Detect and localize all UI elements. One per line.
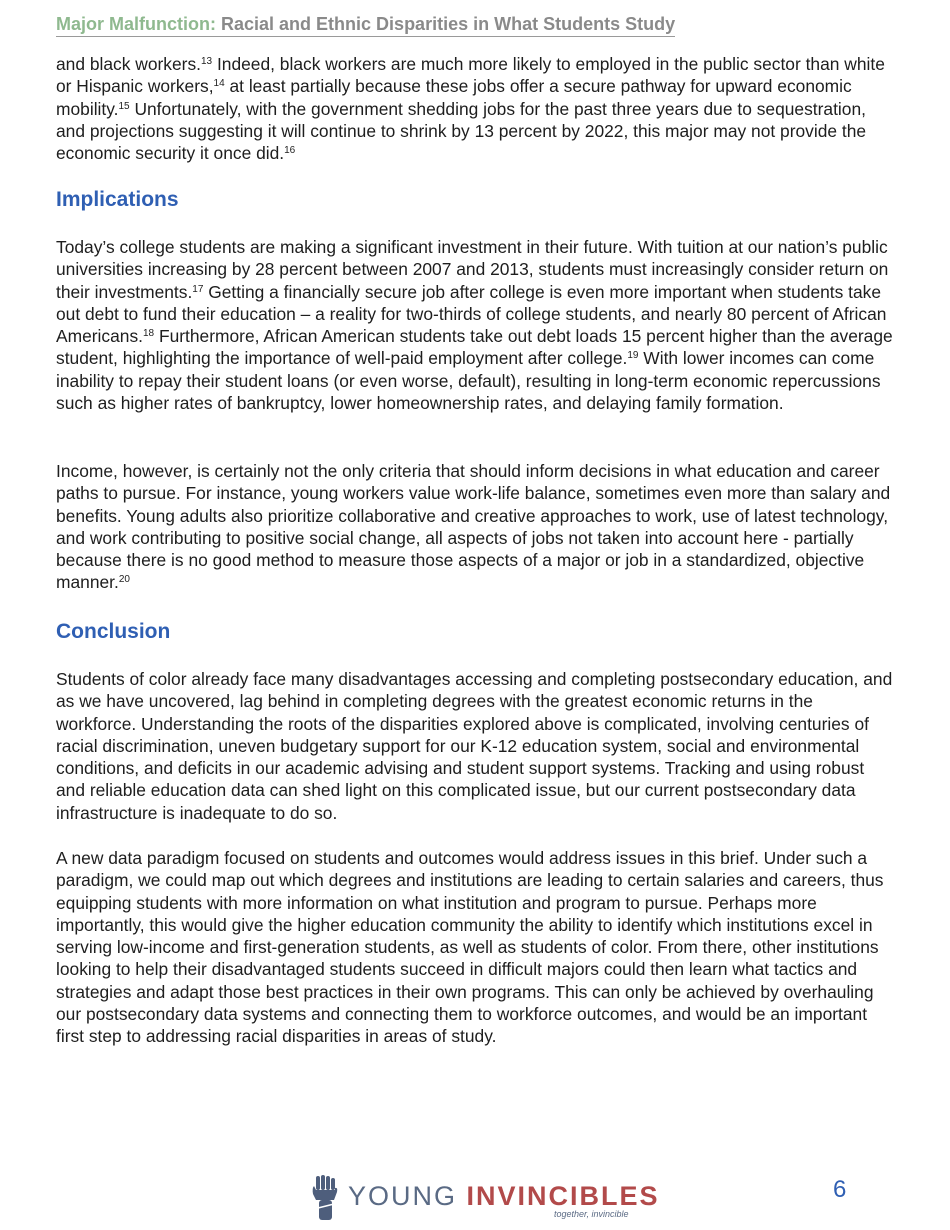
footnote-ref: 13 — [200, 56, 213, 67]
implications-paragraph-2: Income, however, is certainly not the only criteria that should inform decisions in what education and career paths to pursue. For instance, young workers value work-life balance, sometimes even more than salary and benefits. Young adults also prioritize collaborative and creative approaches to work, use of latest technology, and work contributing to positive social change, all aspects of jobs not taken into account here - partially because there is no good method to measure those aspects of a major or job in a standardized, objective manner.$^{20}$ — [56, 461, 891, 593]
footnote-ref: 20 — [118, 574, 130, 586]
footnote-ref: 15 — [118, 100, 130, 112]
conclusion-paragraph-1: Students of color already face many disadvantages accessing and completing postsecondary education, and as we have uncovered, lag behind in completing degrees with the greatest economic returns in the workforce. Understanding the roots of the disparities explored above is complicated, involving centuries of racial discrimination, uneven budgetary support for our K-12 education system, social and environmental conditions, and deficits in our academic advising and student support systems. Tracking and using robust and reliable education data can shed light on this complicated issue, but our current postsecondary data infrastructure is inadequate to do so. — [56, 669, 893, 823]
brand-tagline: together, invincible — [554, 1209, 629, 1219]
intro-paragraph: and black workers.$^{13}$ Indeed, black workers are much more likely to employed in the public sector than white or Hispanic workers,$^{14}$ at least partially because these jobs offer a secure pathway for upward economic mobility.$^{15}$ Unfortunately, with the government shedding jobs for the past three years due to sequestration, and projections suggesting it will continue to shrink by 13 percent by 2022, this major may not provide the economic security it once did.$^{16}$ — [56, 54, 885, 164]
page-number: 6 — [833, 1176, 847, 1203]
implications-paragraph-1: Today’s college students are making a significant investment in their future. With tuition at our nation’s public universities increasing by 28 percent between 2007 and 2013, students must increasingly consider return on their investments.$^{17}$ Getting a financially secure job after college is even more important when students take out debt to fund their education – a reality for two-thirds of college students, and nearly 80 percent of African Americans.$^{18}$ Furthermore, African American students take out debt loads 15 percent higher than the average student, highlighting the importance of well-paid employment after college.$^{19}$ With lower incomes can come inability to repay their student loans (or even worse, default), resulting in long-term economic repercussions such as higher rates of bankruptcy, lower homeownership rates, and delaying family formation. — [56, 237, 893, 414]
running-header — [56, 14, 675, 37]
footnote-ref: 16 — [284, 145, 296, 157]
implications-heading: Implications — [56, 188, 179, 211]
brand-wordmark: YOUNG INVINCIBLES — [348, 1181, 660, 1211]
footnote-ref: 14 — [213, 78, 225, 90]
footnote-ref: 19 — [627, 350, 639, 362]
conclusion-paragraph-2: A new data paradigm focused on students and outcomes would address issues in this brief. Under such a paradigm, we could map out which degrees and institutions are leading to certain salaries and careers, thus equipping students with more information on what institution and program to pursue. Perhaps more importantly, this would give the higher education community the ability to identify which institutions excel in serving low-income and first-generation students, as well as students of color. From there, other institutions looking to help their disadvantaged students succeed in difficult majors could then learn what tactics and strategies and adapt those best practices in their own programs. This can only be achieved by overhauling our postsecondary data systems and connecting them to workforce outcomes, and would be an important first step to addressing racial disparities in areas of study. — [56, 848, 884, 1047]
raised-fist-icon — [308, 1174, 344, 1222]
conclusion-heading: Conclusion — [56, 620, 171, 643]
header-title: Racial and Ethnic Disparities in What Students Study — [221, 14, 676, 34]
header-lead: Major Malfunction: — [56, 14, 216, 34]
footnote-ref: 18 — [142, 328, 155, 340]
footer-logo — [308, 1174, 660, 1224]
footnote-ref: 17 — [192, 283, 204, 295]
